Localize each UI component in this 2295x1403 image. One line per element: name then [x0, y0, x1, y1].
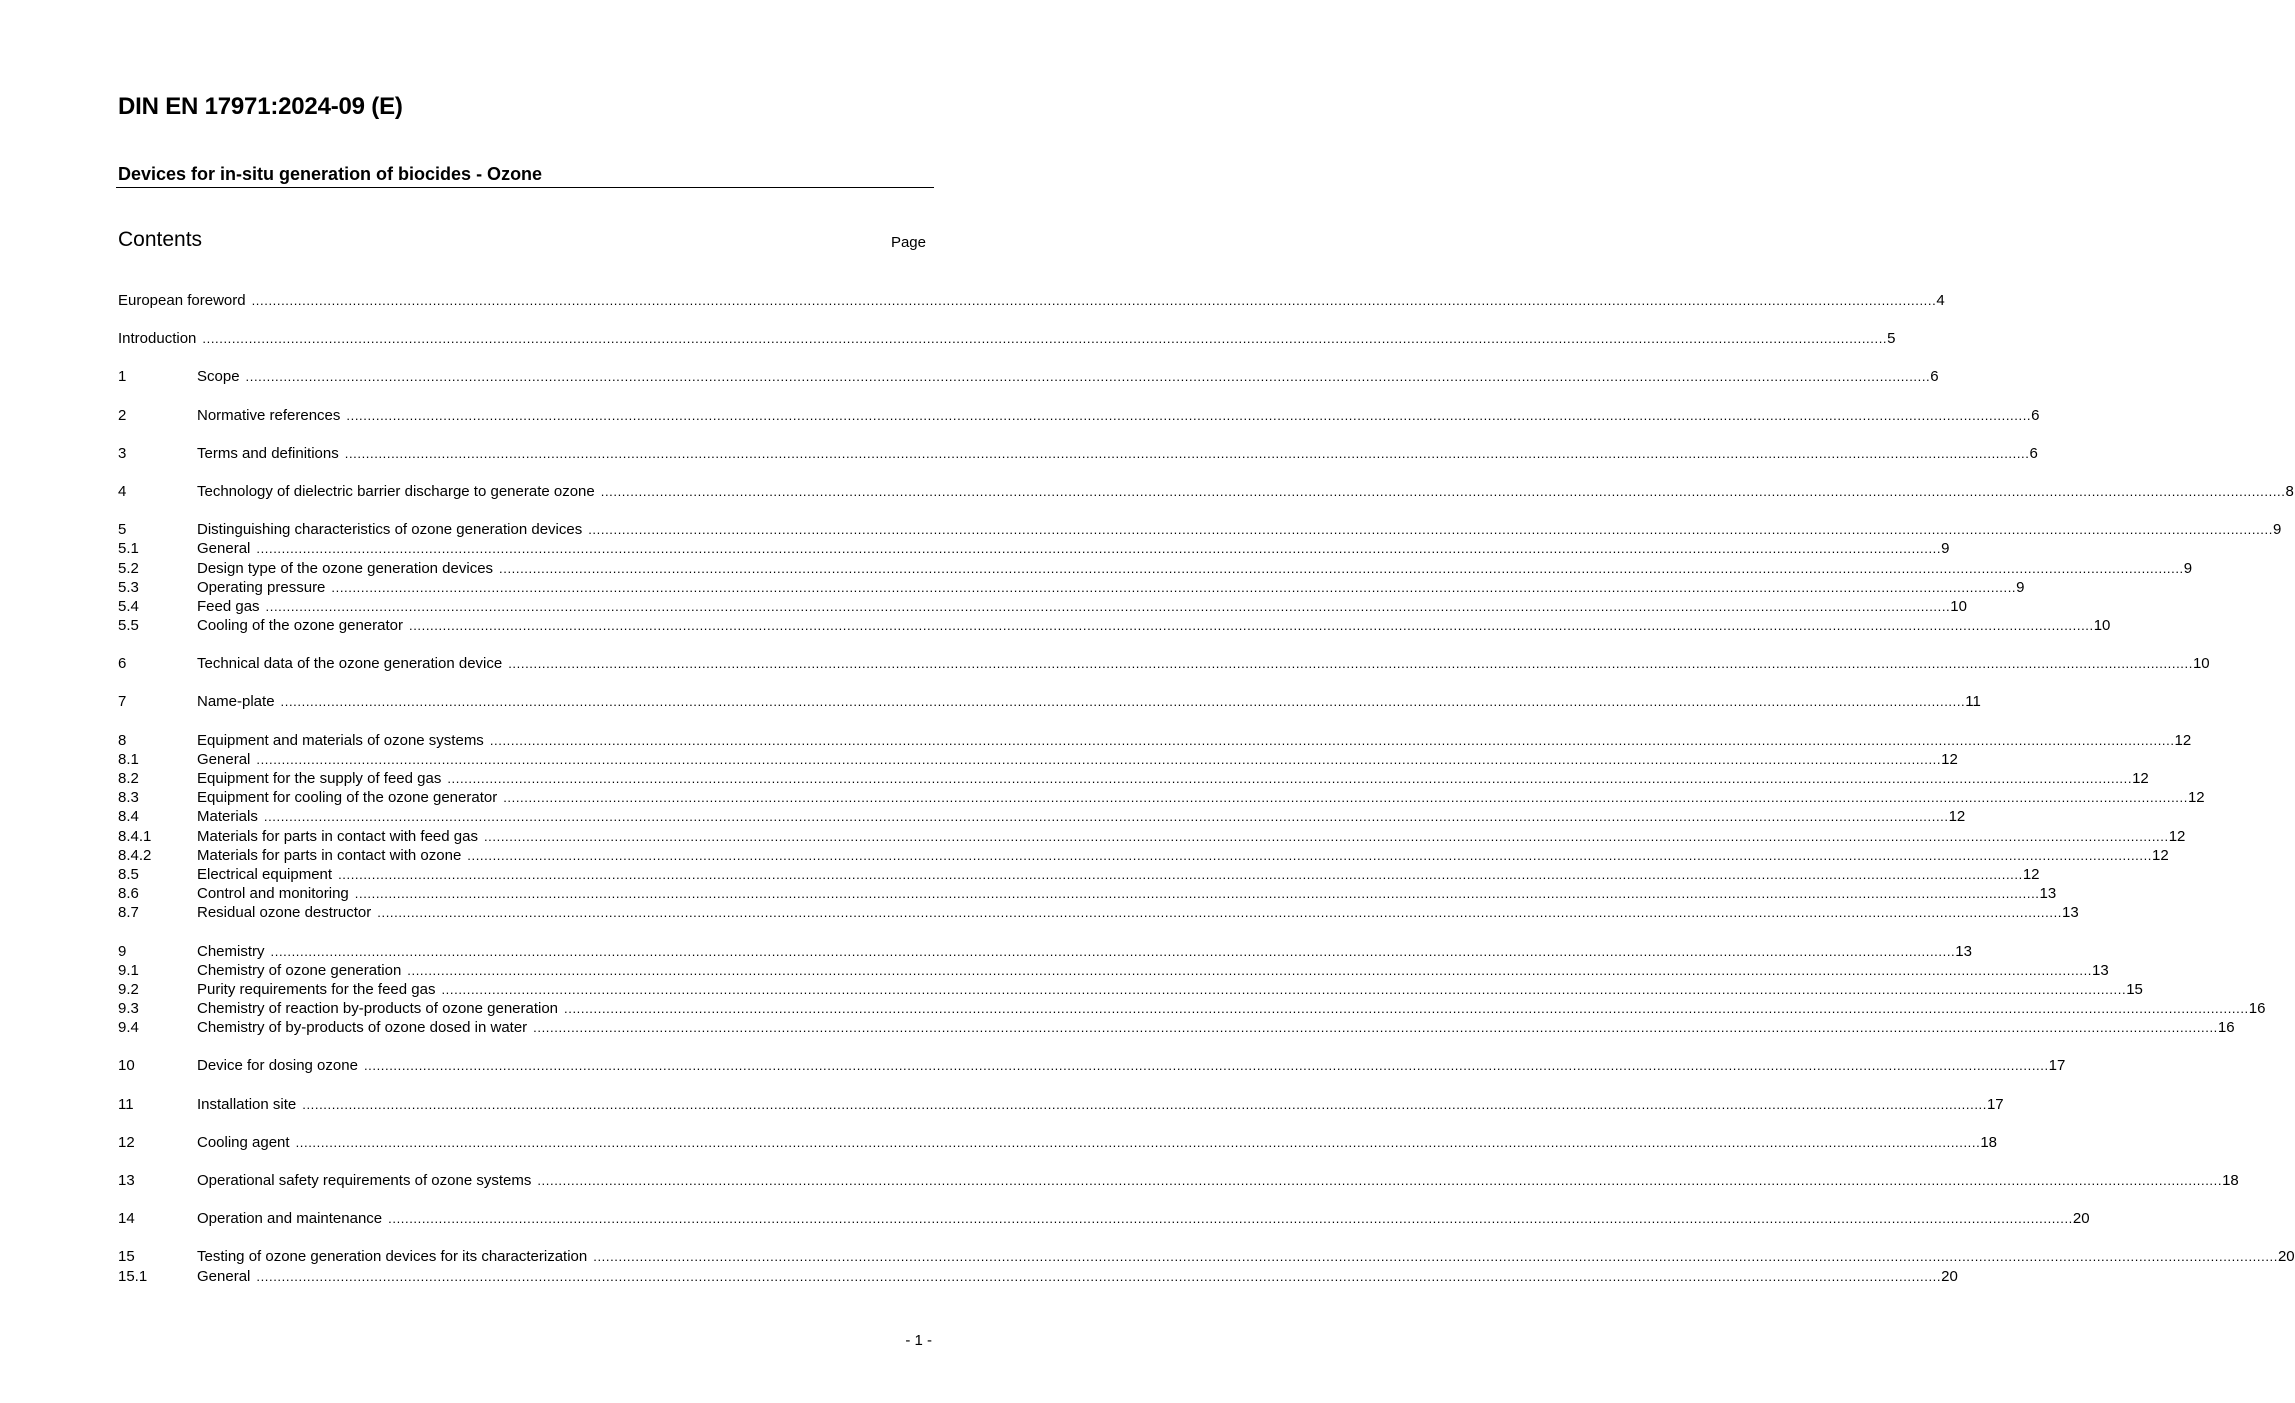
toc-section-number: 2: [118, 406, 127, 424]
toc-entry[interactable]: [118, 654, 2210, 673]
toc-dot-leader: ................................................................................................................................................................................................................................................................................................................................................................................................................: [363, 1058, 2049, 1074]
toc-page-number: 9: [2272, 521, 2282, 539]
toc-section-title: Equipment for the supply of feed gas: [197, 770, 442, 787]
toc-page-number: 12: [2022, 865, 2040, 883]
toc-entry[interactable]: [118, 520, 2282, 539]
toc-page-number: 11: [1965, 693, 1981, 711]
toc-entry[interactable]: [118, 291, 1945, 310]
toc-dot-leader: ................................................................................................................................................................................................................................................................................................................................................................................................................: [564, 1001, 2249, 1017]
toc-dot-leader: ................................................................................................................................................................................................................................................................................................................................................................................................................: [407, 962, 2093, 978]
toc-section-number: 1: [118, 368, 127, 386]
toc-section-title: Name-plate: [197, 693, 275, 711]
toc-page-number: 17: [2048, 1057, 2066, 1075]
toc-dot-leader: ................................................................................................................................................................................................................................................................................................................................................................................................................: [408, 618, 2094, 634]
toc-section-number: 11: [118, 1095, 134, 1113]
toc-entry[interactable]: [118, 1095, 2004, 1114]
toc-entry[interactable]: [118, 846, 2169, 865]
toc-entry[interactable]: [118, 329, 1896, 348]
toc-section-number: 9.2: [118, 980, 139, 998]
toc-entry[interactable]: [118, 942, 1972, 961]
toc-entry[interactable]: [118, 616, 2111, 635]
toc-dot-leader: ................................................................................................................................................................................................................................................................................................................................................................................................................: [508, 656, 2193, 672]
toc-section-number: 9: [118, 942, 127, 960]
toc-dot-leader: ................................................................................................................................................................................................................................................................................................................................................................................................................: [537, 1173, 2223, 1188]
toc-section-title: Control and monitoring: [197, 885, 349, 903]
toc-section-number: 5.3: [118, 578, 139, 596]
toc-dot-leader: ................................................................................................................................................................................................................................................................................................................................................................................................................: [280, 694, 1966, 710]
toc-entry[interactable]: [118, 406, 2040, 425]
toc-entry[interactable]: [118, 578, 2025, 597]
toc-entry[interactable]: [118, 367, 1939, 386]
table-of-contents: [118, 291, 2295, 1286]
toc-page-number: 9: [2183, 559, 2193, 577]
toc-section-title: General: [197, 1267, 251, 1285]
toc-dot-leader: ................................................................................................................................................................................................................................................................................................................................................................................................................: [270, 943, 1956, 959]
toc-section-number: 10: [118, 1057, 135, 1075]
toc-section-title: General: [197, 750, 251, 768]
toc-section-number: 4: [118, 482, 127, 500]
toc-section-title: Operating pressure: [197, 578, 326, 596]
toc-entry[interactable]: [118, 961, 2109, 980]
toc-dot-leader: ................................................................................................................................................................................................................................................................................................................................................................................................................: [251, 293, 1937, 308]
toc-page-number: 6: [2029, 444, 2038, 462]
toc-entry[interactable]: [118, 884, 2057, 903]
toc-entry[interactable]: [118, 444, 2038, 463]
toc-page-number: 12: [2187, 789, 2205, 807]
toc-entry[interactable]: [118, 807, 1966, 826]
toc-section-title: Operational safety requirements of ozone systems: [197, 1172, 532, 1189]
toc-section-number: 5: [118, 521, 127, 539]
toc-section-number: 8: [118, 731, 127, 749]
toc-section-title: Scope: [197, 368, 240, 386]
toc-section-number: 8.1: [118, 750, 139, 768]
toc-entry[interactable]: [118, 539, 1950, 558]
toc-section-title: Materials for parts in contact with feed gas: [197, 827, 478, 845]
toc-dot-leader: ................................................................................................................................................................................................................................................................................................................................................................................................................: [600, 483, 2286, 499]
toc-page-number: 10: [1950, 597, 1967, 615]
toc-dot-leader: ................................................................................................................................................................................................................................................................................................................................................................................................................: [256, 541, 1942, 557]
toc-entry[interactable]: [118, 903, 2079, 922]
toc-section-title: Technology of dielectric barrier discharge to generate ozone: [197, 482, 595, 500]
toc-dot-leader: ................................................................................................................................................................................................................................................................................................................................................................................................................: [256, 1268, 1942, 1284]
toc-dot-leader: ................................................................................................................................................................................................................................................................................................................................................................................................................: [256, 751, 1942, 767]
toc-dot-leader: ................................................................................................................................................................................................................................................................................................................................................................................................................: [354, 886, 2040, 902]
toc-section-number: 9.1: [118, 961, 139, 979]
toc-section-number: 3: [118, 444, 127, 462]
toc-entry[interactable]: [118, 559, 2193, 578]
toc-entry[interactable]: [118, 1018, 2235, 1037]
toc-dot-leader: ................................................................................................................................................................................................................................................................................................................................................................................................................: [331, 579, 2017, 595]
contents-heading: Contents: [118, 228, 203, 251]
toc-page-number: 16: [2217, 1019, 2235, 1037]
toc-section-title: Operation and maintenance: [197, 1210, 383, 1228]
toc-dot-leader: ................................................................................................................................................................................................................................................................................................................................................................................................................: [263, 809, 1949, 825]
toc-entry[interactable]: [118, 692, 1981, 711]
toc-page-number: 20: [1941, 1267, 1958, 1285]
toc-section-title: Cooling of the ozone generator: [197, 617, 403, 635]
toc-section-title: Electrical equipment: [197, 865, 333, 883]
toc-section-title: Materials for parts in contact with ozone: [197, 846, 462, 864]
toc-page-number: 8: [2285, 482, 2294, 500]
toc-dot-leader: ................................................................................................................................................................................................................................................................................................................................................................................................................: [338, 866, 2023, 882]
toc-page-number: 20: [2277, 1248, 2295, 1266]
toc-entry[interactable]: [118, 769, 2149, 788]
toc-dot-leader: ................................................................................................................................................................................................................................................................................................................................................................................................................: [533, 1020, 2218, 1036]
toc-entry[interactable]: [118, 1171, 2239, 1190]
toc-section-number: 15: [118, 1248, 135, 1266]
toc-page-number: 17: [1986, 1095, 2004, 1113]
toc-page-number: 12: [2174, 731, 2192, 749]
toc-section-title: Purity requirements for the feed gas: [197, 980, 436, 998]
toc-entry[interactable]: [118, 1267, 1958, 1286]
toc-dot-leader: ................................................................................................................................................................................................................................................................................................................................................................................................................: [302, 1096, 1987, 1112]
toc-page-number: 10: [2192, 655, 2210, 673]
toc-section-number: 12: [118, 1133, 135, 1151]
toc-section-number: 8.2: [118, 770, 139, 787]
toc-entry[interactable]: [118, 1247, 2295, 1266]
toc-page-number: 18: [2222, 1172, 2239, 1189]
toc-section-title: Cooling agent: [197, 1133, 290, 1151]
toc-page-number: 4: [1936, 292, 1945, 309]
toc-section-number: 8.4.1: [118, 827, 152, 845]
toc-dot-leader: ................................................................................................................................................................................................................................................................................................................................................................................................................: [588, 522, 2273, 538]
toc-dot-leader: ................................................................................................................................................................................................................................................................................................................................................................................................................: [441, 981, 2127, 997]
toc-section-title: Chemistry of by-products of ozone dosed in water: [197, 1019, 528, 1037]
toc-entry[interactable]: [118, 1133, 1997, 1152]
toc-section-title: Introduction: [118, 330, 197, 348]
toc-section-number: 8.5: [118, 865, 139, 883]
toc-page-number: 5: [1887, 330, 1896, 348]
toc-section-number: 9.4: [118, 1019, 139, 1037]
toc-dot-leader: ................................................................................................................................................................................................................................................................................................................................................................................................................: [503, 790, 2188, 806]
toc-page-number: 16: [2248, 1000, 2266, 1018]
toc-section-title: Feed gas: [197, 597, 260, 615]
toc-page-number: 9: [1941, 540, 1950, 558]
toc-page-number: 13: [1955, 942, 1972, 960]
toc-section-number: 8.3: [118, 789, 139, 807]
toc-page-number: 13: [2039, 885, 2057, 903]
toc-entry[interactable]: [118, 1209, 2090, 1228]
toc-page-number: 12: [1948, 808, 1966, 826]
toc-section-title: General: [197, 540, 251, 558]
toc-dot-leader: ................................................................................................................................................................................................................................................................................................................................................................................................................: [489, 732, 2175, 748]
toc-section-title: Distinguishing characteristics of ozone generation devices: [197, 521, 583, 539]
toc-section-number: 8.7: [118, 904, 139, 922]
toc-section-number: 8.4.2: [118, 846, 152, 864]
toc-dot-leader: ................................................................................................................................................................................................................................................................................................................................................................................................................: [499, 560, 2184, 576]
toc-entry[interactable]: [118, 827, 2186, 846]
toc-entry[interactable]: [118, 980, 2143, 999]
toc-entry[interactable]: [118, 731, 2192, 750]
toc-section-title: Chemistry: [197, 942, 265, 960]
toc-dot-leader: ................................................................................................................................................................................................................................................................................................................................................................................................................: [467, 847, 2153, 863]
toc-section-title: European foreword: [118, 292, 246, 309]
toc-entry[interactable]: [118, 865, 2040, 884]
toc-dot-leader: ................................................................................................................................................................................................................................................................................................................................................................................................................: [593, 1249, 2278, 1265]
toc-entry[interactable]: [118, 788, 2205, 807]
toc-entry[interactable]: [118, 597, 1967, 616]
toc-dot-leader: ................................................................................................................................................................................................................................................................................................................................................................................................................: [483, 828, 2169, 844]
toc-entry[interactable]: [118, 750, 1958, 769]
toc-section-title: Chemistry of reaction by-products of ozone generation: [197, 1000, 559, 1018]
toc-section-number: 7: [118, 693, 127, 711]
toc-dot-leader: ................................................................................................................................................................................................................................................................................................................................................................................................................: [245, 369, 1931, 385]
toc-page-number: 13: [2062, 904, 2079, 922]
toc-dot-leader: ................................................................................................................................................................................................................................................................................................................................................................................................................: [344, 445, 2030, 461]
footer-page-number: - 1 -: [905, 1332, 932, 1349]
toc-entry[interactable]: [118, 999, 2266, 1018]
page-column-heading: Page: [890, 234, 926, 251]
toc-dot-leader: ................................................................................................................................................................................................................................................................................................................................................................................................................: [388, 1211, 2073, 1227]
toc-section-number: 5.5: [118, 617, 139, 635]
title-divider: [116, 187, 934, 188]
toc-section-number: 5.1: [118, 540, 139, 558]
toc-entry[interactable]: [118, 482, 2294, 501]
toc-section-number: 5.2: [118, 559, 139, 577]
toc-page-number: 6: [1930, 368, 1939, 386]
toc-page-number: 9: [2016, 578, 2025, 596]
toc-section-title: Terms and definitions: [197, 444, 339, 462]
toc-dot-leader: ................................................................................................................................................................................................................................................................................................................................................................................................................: [447, 771, 2133, 786]
toc-page-number: 12: [2132, 770, 2149, 787]
toc-page-number: 13: [2092, 961, 2109, 979]
toc-page-number: 20: [2072, 1210, 2090, 1228]
document-subtitle: Devices for in-situ generation of biocides - Ozone: [118, 164, 543, 184]
toc-page-number: 12: [2168, 827, 2186, 845]
toc-dot-leader: ................................................................................................................................................................................................................................................................................................................................................................................................................: [295, 1134, 1981, 1150]
toc-section-number: 6: [118, 655, 127, 673]
toc-page-number: 6: [2031, 406, 2040, 424]
toc-section-title: Testing of ozone generation devices for its characterization: [197, 1248, 588, 1266]
toc-dot-leader: ................................................................................................................................................................................................................................................................................................................................................................................................................: [377, 905, 2062, 921]
toc-section-number: 15.1: [118, 1267, 148, 1285]
toc-section-title: Normative references: [197, 406, 341, 424]
toc-dot-leader: ................................................................................................................................................................................................................................................................................................................................................................................................................: [265, 598, 1951, 614]
toc-page-number: 15: [2126, 980, 2143, 998]
toc-page-number: 12: [1941, 750, 1958, 768]
toc-page-number: 12: [2152, 846, 2169, 864]
toc-section-title: Design type of the ozone generation devices: [197, 559, 494, 577]
toc-section-number: 8.4: [118, 808, 139, 826]
document-id-title: DIN EN 17971:2024-09 (E): [118, 93, 403, 120]
toc-section-title: Technical data of the ozone generation device: [197, 655, 503, 673]
toc-section-number: 5.4: [118, 597, 139, 615]
toc-section-title: Device for dosing ozone: [197, 1057, 358, 1075]
toc-section-number: 13: [118, 1172, 135, 1189]
toc-section-number: 9.3: [118, 1000, 139, 1018]
toc-dot-leader: ................................................................................................................................................................................................................................................................................................................................................................................................................: [202, 331, 1888, 347]
toc-page-number: 18: [1980, 1133, 1997, 1151]
toc-section-title: Residual ozone destructor: [197, 904, 372, 922]
toc-section-title: Installation site: [197, 1095, 297, 1113]
toc-dot-leader: ................................................................................................................................................................................................................................................................................................................................................................................................................: [346, 407, 2032, 423]
toc-section-number: 8.6: [118, 885, 139, 903]
toc-entry[interactable]: [118, 1056, 2066, 1075]
toc-section-title: Chemistry of ozone generation: [197, 961, 402, 979]
toc-section-title: Equipment for cooling of the ozone generator: [197, 789, 498, 807]
toc-page-number: 10: [2093, 617, 2111, 635]
toc-section-number: 14: [118, 1210, 135, 1228]
toc-section-title: Equipment and materials of ozone systems: [197, 731, 484, 749]
toc-section-title: Materials: [197, 808, 258, 826]
